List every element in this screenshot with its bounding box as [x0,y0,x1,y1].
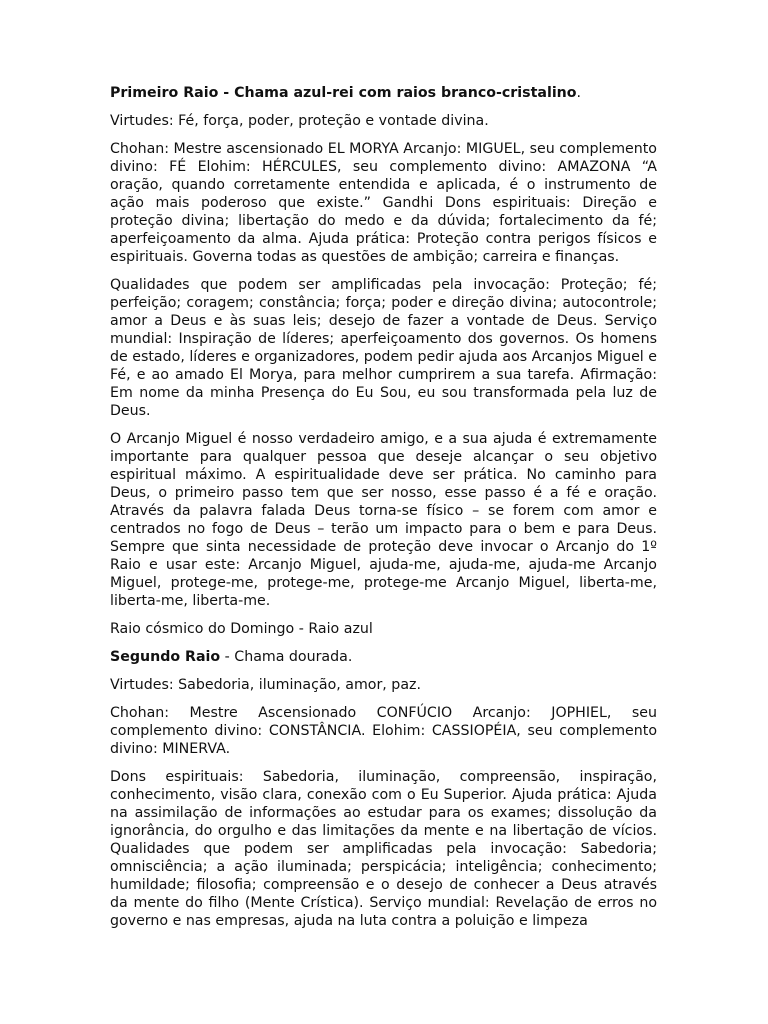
heading-segundo-raio [110,648,657,666]
paragraph-raio-domingo: Raio cósmico do Domingo - Raio azul [110,621,373,637]
paragraph-dons-2: Dons espirituais: Sabedoria, iluminação, compreensão, inspiração, conhecimento, visão clara, conexão com o Eu Superior. Ajuda prática: Ajuda na assimilação de informações ao estudar para os exames; dissolução da ignorância, do orgulho e das limitações da mente e na libertação de vícios. Qualidades que podem ser amplificadas pela invocação: Sabedoria; omnisciência; a ação iluminada; perspicácia; inteligência; conhecimento; humildade; filosofia; compreensão e o desejo de conhecer a Deus através da mente do filho (Mente Crística). Serviço mundial: Revelação de erros no governo e nas empresas, ajuda na luta contra a poluição e limpeza [110,769,657,929]
paragraph-virtudes-2: Virtudes: Sabedoria, iluminação, amor, paz. [110,677,421,693]
heading-segundo-raio-rest: - Chama dourada. [220,649,353,665]
paragraph-chohan-2: Chohan: Mestre Ascensionado CONFÚCIO Arcanjo: JOPHIEL, seu complemento divino: CONSTÂNCIA. Elohim: CASSIOPÉIA, seu complemento divino: MINERVA. [110,705,657,757]
paragraph-virtudes-1: Virtudes: Fé, força, poder, proteção e vontade divina. [110,113,489,129]
heading-primeiro-raio [110,84,657,102]
paragraph-arcanjo-miguel: O Arcanjo Miguel é nosso verdadeiro amigo, e a sua ajuda é extremamente importante para qualquer pessoa que deseje alcançar o seu objetivo espiritual máximo. A espiritualidade deve ser prática. No caminho para Deus, o primeiro passo tem que ser nosso, esse passo é a fé e oração. Através da palavra falada Deus torna-se físico – se forem com amor e centrados no fogo de Deus – terão um impacto para o bem e para Deus. Sempre que sinta necessidade de proteção deve invocar o Arcanjo do 1º Raio e usar este: Arcanjo Miguel, ajuda-me, ajuda-me, ajuda-me Arcanjo Miguel, protege-me, protege-me, protege-me Arcanjo Miguel, liberta-me, liberta-me, liberta-me. [110,431,657,609]
paragraph-qualidades-1: Qualidades que podem ser amplificadas pela invocação: Proteção; fé; perfeição; coragem; constância; força; poder e direção divina; autocontrole; amor a Deus e às suas leis; desejo de fazer a vontade de Deus. Serviço mundial: Inspiração de líderes; aperfeiçoamento dos governos. Os homens de estado, líderes e organizadores, podem pedir ajuda aos Arcanjos Miguel e Fé, e ao amado El Morya, para melhor cumprirem a sua tarefa. Afirmação: Em nome da minha Presença do Eu Sou, eu sou transformada pela luz de Deus. [110,277,657,419]
heading-primeiro-raio-rest: . [576,85,582,101]
heading-primeiro-raio-bold: Primeiro Raio - Chama azul-rei com raios branco-cristalino [110,85,577,101]
paragraph-chohan-1: Chohan: Mestre ascensionado EL MORYA Arcanjo: MIGUEL, seu complemento divino: FÉ Elohim: HÉRCULES, seu complemento divino: AMAZONA “A oração, quando corretamente entendida e aplicada, é o instrumento de ação mais poderoso que existe.” Gandhi Dons espirituais: Direção e proteção divina; libertação do medo e da dúvida; fortalecimento da fé; aperfeiçoamento da alma. Ajuda prática: Proteção contra perigos físicos e espirituais. Governa todas as questões de ambição; carreira e finanças. [110,141,657,265]
heading-segundo-raio-bold: Segundo Raio [110,649,221,665]
document-page [110,84,657,940]
